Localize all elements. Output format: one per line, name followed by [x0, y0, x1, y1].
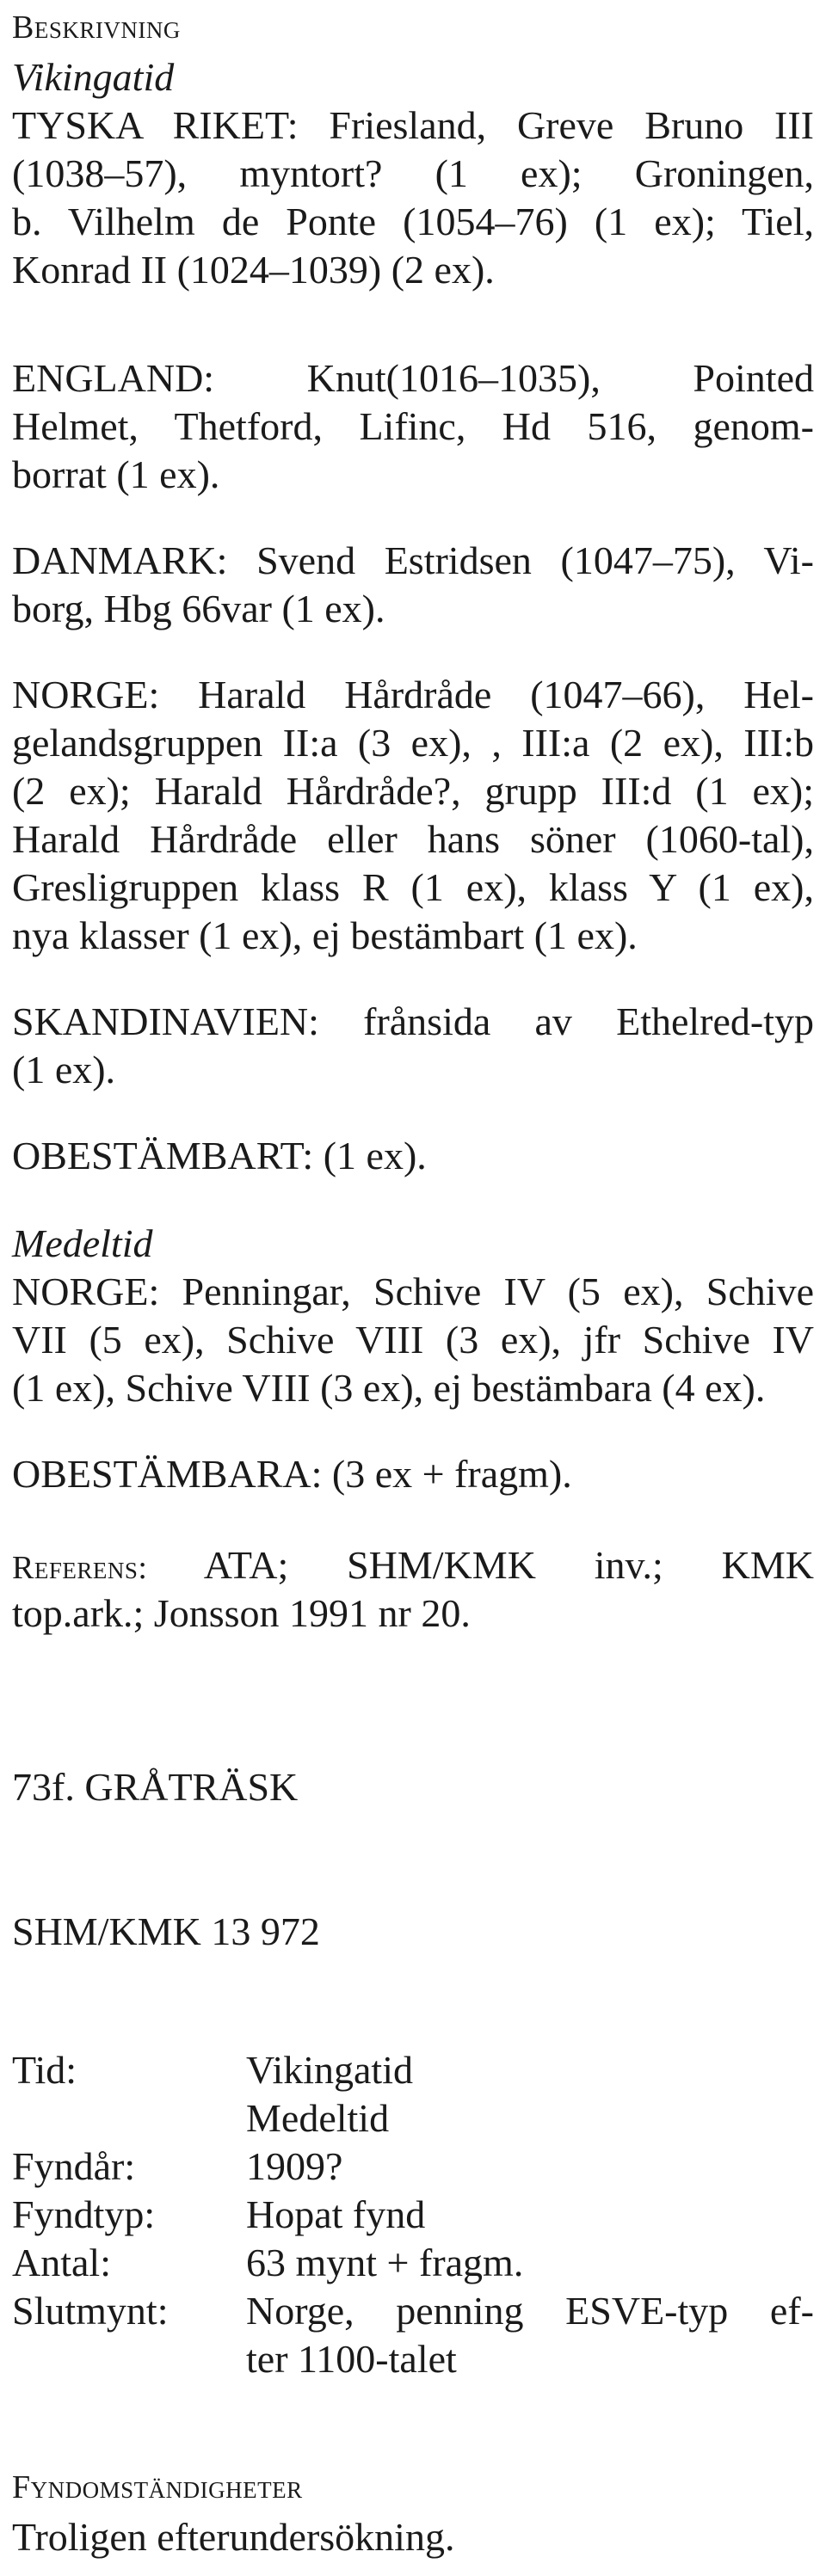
text-line: NORGE: Harald Hårdråde (1047–66), Hel- [12, 673, 814, 716]
text-line: OBESTÄMBARA: (3 ex + fragm). [12, 1452, 572, 1496]
text-line: (2 ex); Harald Hårdråde?, grupp III:d (1 ex); [12, 769, 814, 813]
text-line: OBESTÄMBART: (1 ex). [12, 1134, 427, 1177]
referens-text: ATA; SHM/KMK inv.; KMK [147, 1543, 814, 1587]
field-label: Tid: [12, 2048, 77, 2092]
referens-label: Referens: [12, 1550, 148, 1586]
field-row-slutmynt [12, 2287, 814, 2335]
field-label: Fyndtyp: [12, 2192, 156, 2236]
section-heading-beskrivning: Beskrivning [12, 9, 181, 46]
text-line: gelandsgruppen II:a (3 ex), , III:a (2 ex), III:b [12, 721, 814, 765]
subheading-medeltid: Medeltid [12, 1221, 153, 1265]
field-label: Antal: [12, 2241, 111, 2284]
field-row-fyndar [12, 2143, 814, 2191]
field-row-antal [12, 2239, 814, 2287]
text-line: NORGE: Penningar, Schive IV (5 ex), Schive [12, 1270, 814, 1313]
field-label: Slutmynt: [12, 2289, 169, 2333]
entry-inventory: SHM/KMK 13 972 [12, 1909, 320, 1953]
field-row-slutmynt-cont [12, 2335, 814, 2383]
text-line: nya klasser (1 ex), ej bestämbart (1 ex). [12, 913, 638, 957]
text-line: (1 ex). [12, 1048, 116, 1091]
field-value: Hopat fynd [246, 2192, 426, 2236]
field-value: Medeltid [246, 2096, 390, 2140]
field-value: Vikingatid [246, 2048, 413, 2092]
text-line: borrat (1 ex). [12, 452, 220, 496]
text-line: borg, Hbg 66var (1 ex). [12, 587, 385, 630]
text-line: top.ark.; Jonsson 1991 nr 20. [12, 1591, 471, 1635]
referens-line [12, 1541, 814, 1592]
field-value: Norge, penning ESVE-typ ef- [246, 2289, 814, 2333]
text-line: (1 ex), Schive VIII (3 ex), ej bestämbara (4 ex). [12, 1366, 766, 1410]
field-value: ter 1100-talet [246, 2337, 457, 2381]
text-line: b. Vilhelm de Ponte (1054–76) (1 ex); Tiel, [12, 200, 814, 243]
circumstances-text: Troligen efterundersökning. [12, 2515, 455, 2559]
section-heading-fyndomstandigheter: Fyndomständigheter [12, 2469, 303, 2505]
text-line: Helmet, Thetford, Lifinc, Hd 516, genom- [12, 404, 814, 448]
text-line: ENGLAND: Knut(1016–1035), Pointed [12, 356, 814, 400]
text-line: (1038–57), myntort? (1 ex); Groningen, [12, 151, 814, 195]
entry-title: 73f. GRÅTRÄSK [12, 1765, 299, 1809]
field-label: Fyndår: [12, 2144, 136, 2188]
field-row-fyndtyp [12, 2191, 814, 2239]
text-line: TYSKA RIKET: Friesland, Greve Bruno III [12, 103, 814, 147]
field-row-tid-cont [12, 2094, 814, 2143]
subheading-vikingatid: Vikingatid [12, 55, 175, 99]
text-line: SKANDINAVIEN: frånsida av Ethelred-typ [12, 999, 814, 1043]
field-value: 1909? [246, 2144, 343, 2188]
field-value: 63 mynt + fragm. [246, 2241, 524, 2284]
text-line: Konrad II (1024–1039) (2 ex). [12, 248, 495, 292]
text-line: Harald Hårdråde eller hans söner (1060-tal), [12, 817, 814, 861]
text-line: Gresligruppen klass R (1 ex), klass Y (1 ex), [12, 865, 814, 909]
text-line: DANMARK: Svend Estridsen (1047–75), Vi- [12, 538, 814, 582]
text-line: VII (5 ex), Schive VIII (3 ex), jfr Schive IV [12, 1318, 814, 1362]
field-row-tid [12, 2046, 814, 2094]
